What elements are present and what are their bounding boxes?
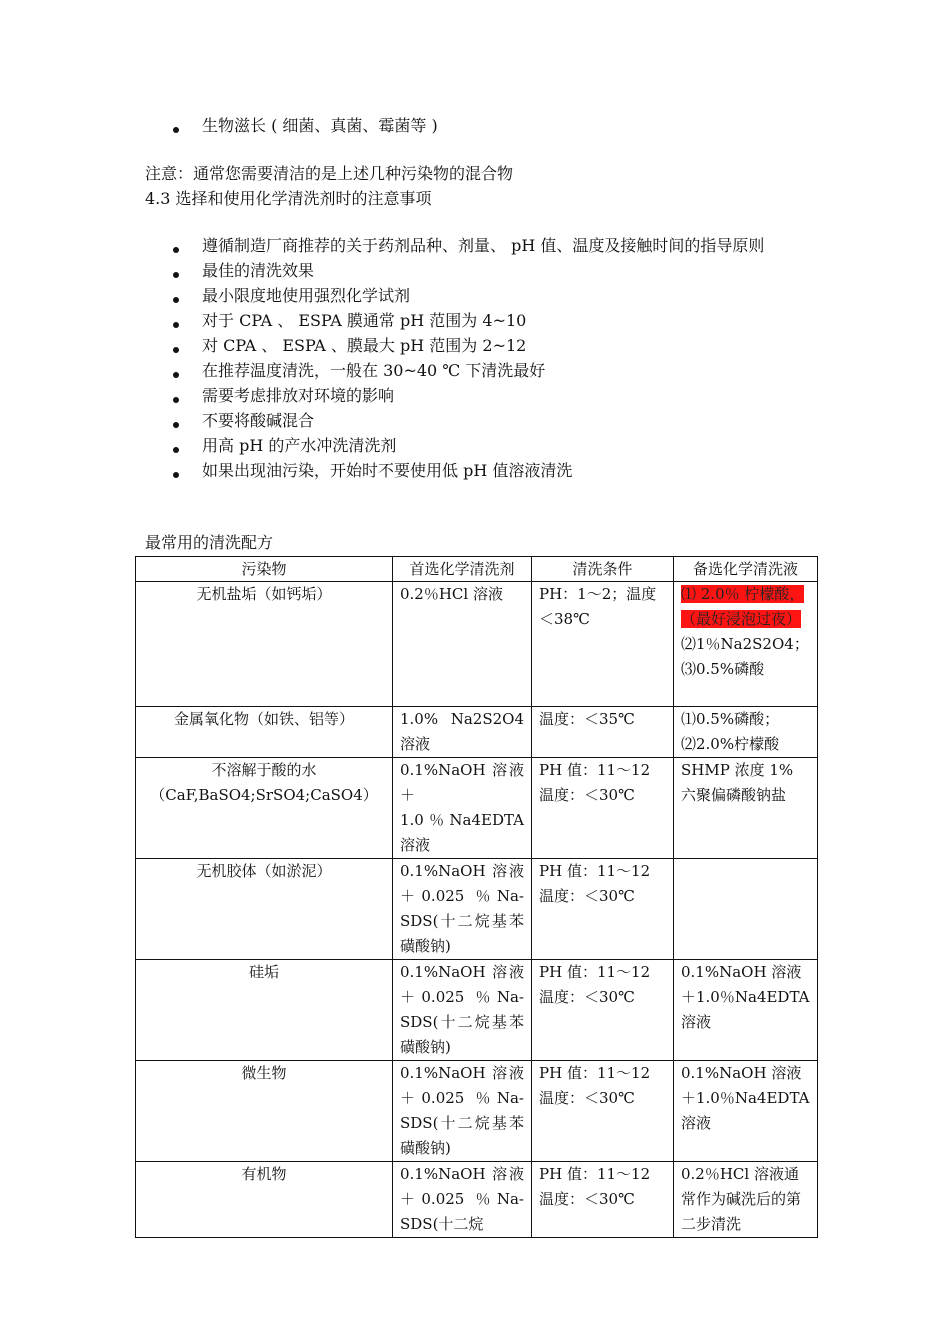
bullet-icon (173, 372, 179, 378)
primary-agent-cell: 0.1%NaOH 溶液＋0.025 ％Na-SDS(十二烷基苯磺酸钠) (393, 859, 532, 960)
list-item: 对 CPA 、 ESPA 、膜最大 pH 范围为 2~12 (0, 333, 950, 358)
column-header: 污染物 (136, 557, 393, 582)
primary-agent-cell: 0.1%NaOH 溶液＋0.025 ％Na-SDS(十二烷基苯磺酸钠) (393, 960, 532, 1061)
bullet-icon (173, 472, 179, 478)
list-item: 需要考虑排放对环境的影响 (0, 383, 950, 408)
bullet-icon (173, 397, 179, 403)
contaminant-cell: 无机胶体（如淤泥） (136, 859, 393, 960)
condition-cell: PH：1～2；温度＜38℃ (532, 582, 674, 707)
bullet-icon (173, 272, 179, 278)
guideline-list (0, 233, 950, 483)
table-title: 最常用的清洗配方 (145, 533, 274, 552)
note-text: 注意：通常您需要清洁的是上述几种污染物的混合物 (145, 164, 514, 183)
list-item: 对于 CPA 、 ESPA 膜通常 pH 范围为 4~10 (0, 308, 950, 333)
contaminant-cell: 有机物 (136, 1162, 393, 1238)
bullet-icon (173, 422, 179, 428)
bullet-icon (173, 127, 179, 133)
table-row (136, 1061, 818, 1162)
table-row (136, 758, 818, 859)
list-item: 在推荐温度清洗，一般在 30~40 ℃ 下清洗最好 (0, 358, 950, 383)
list-item: 最小限度地使用强烈化学试剂 (0, 283, 950, 308)
contaminant-cell: 硅垢 (136, 960, 393, 1061)
alternative-agent-cell: 0.2％HCl 溶液通常作为碱洗后的第二步清洗 (674, 1162, 818, 1238)
alternative-agent-cell (674, 859, 818, 960)
contaminant-cell: 无机盐垢（如钙垢） (136, 582, 393, 707)
table-row (136, 707, 818, 758)
column-header: 备选化学清洗液 (674, 557, 818, 582)
bullet-icon (173, 297, 179, 303)
condition-cell: PH 值：11～12 温度：＜30℃ (532, 859, 674, 960)
column-header: 首选化学清洗剂 (393, 557, 532, 582)
column-header: 清洗条件 (532, 557, 674, 582)
list-item: 不要将酸碱混合 (0, 408, 950, 433)
list-item: 如果出现油污染，开始时不要使用低 pH 值溶液清洗 (0, 458, 950, 483)
bullet-icon (173, 247, 179, 253)
list-item: 生物滋长 ( 细菌、真菌、霉菌等 ) (0, 113, 950, 138)
table-row (136, 1162, 818, 1238)
cleaning-formula-table (135, 556, 818, 1238)
condition-cell: PH 值：11～12 温度：＜30℃ (532, 960, 674, 1061)
list-item: 最佳的清洗效果 (0, 258, 950, 283)
alternative-agent-cell: 0.1%NaOH 溶液＋1.0％Na4EDTA 溶液 (674, 1061, 818, 1162)
condition-cell: PH 值：11～12 温度：＜30℃ (532, 758, 674, 859)
contaminant-cell: 金属氧化物（如铁、铝等） (136, 707, 393, 758)
alternative-agent-cell: ⑴ 2.0％ 柠檬酸，（最好浸泡过夜） ⑵1％Na2S2O4； ⑶0.5%磷酸 (674, 582, 818, 707)
section-heading: 4.3 选择和使用化学清洗剂时的注意事项 (145, 189, 432, 208)
bullet-icon (173, 447, 179, 453)
condition-cell: PH 值：11～12 温度：＜30℃ (532, 1061, 674, 1162)
table-row (136, 582, 818, 707)
primary-agent-cell: 0.1%NaOH 溶液＋0.025 ％Na-SDS(十二烷 (393, 1162, 532, 1238)
condition-cell: 温度：＜35℃ (532, 707, 674, 758)
primary-agent-cell: 0.1%NaOH 溶液＋0.025 ％Na-SDS(十二烷基苯磺酸钠) (393, 1061, 532, 1162)
top-bullet-list (0, 113, 950, 138)
list-item: 遵循制造厂商推荐的关于药剂品种、剂量、 pH 值、温度及接触时间的指导原则 (0, 233, 950, 258)
highlighted-text: ⑴ 2.0％ 柠檬酸，（最好浸泡过夜） (681, 585, 805, 628)
condition-cell: PH 值：11～12 温度：＜30℃ (532, 1162, 674, 1238)
table-header-row (136, 557, 818, 582)
alternative-agent-cell: ⑴0.5%磷酸； ⑵2.0%柠檬酸 (674, 707, 818, 758)
primary-agent-cell: 0.1%NaOH 溶液＋1.0％Na4EDTA 溶液 (393, 758, 532, 859)
primary-agent-cell: 0.2％HCl 溶液 (393, 582, 532, 707)
alternative-agent-cell: SHMP 浓度 1% 六聚偏磷酸钠盐 (674, 758, 818, 859)
bullet-icon (173, 322, 179, 328)
alternative-agent-cell: 0.1%NaOH 溶液＋1.0％Na4EDTA 溶液 (674, 960, 818, 1061)
bullet-icon (173, 347, 179, 353)
table-row (136, 960, 818, 1061)
primary-agent-cell: 1.0% Na2S2O4 溶液 (393, 707, 532, 758)
table-row (136, 859, 818, 960)
list-item: 用高 pH 的产水冲洗清洗剂 (0, 433, 950, 458)
contaminant-cell: 微生物 (136, 1061, 393, 1162)
contaminant-cell: 不溶解于酸的水 （CaF,BaSO4;SrSO4;CaSO4） (136, 758, 393, 859)
